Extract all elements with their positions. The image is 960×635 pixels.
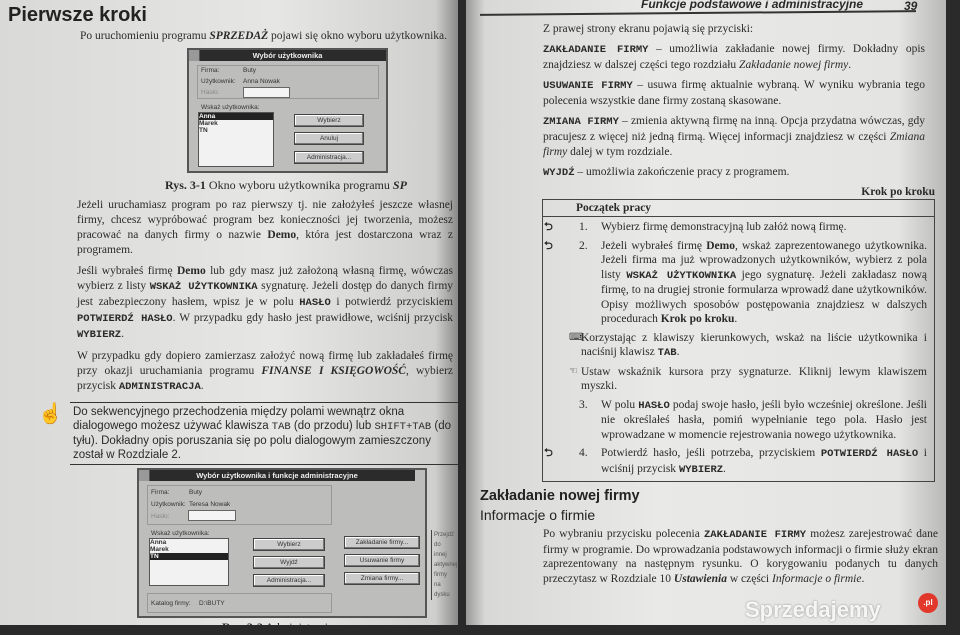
catalog-value: D:\BUTY [199,600,225,607]
password-input[interactable] [243,87,290,98]
arrow-icon: ⮌ [544,239,553,252]
list-label: Wskaż użytkownika: [151,530,210,537]
note-text: Do sekwencyjnego przechodzenia między polami wewnątrz okna dialogowego możesz używać klawisza TAB (do przodu) lub SHIFT+TAB (do tyłu). Dokładny opis poruszania się po polu dialogowym zamieszczony został w Rozdziale 2. [73,406,451,461]
page-number: 39 [904,0,918,13]
firma-value: Buty [243,67,257,74]
user-label: Użytkownik: [201,78,236,85]
heading-company-info: Informacje o firmie [480,507,596,523]
step-1: ⮌ 1. Wybierz firmę demonstracyjną lub załóż nową firmę. [544,221,847,233]
step-box [542,199,935,482]
figure1 [0,48,458,176]
exit-button[interactable]: Wyjdź [253,556,325,569]
mouse-tip: ☜ Ustaw wskaźnik kursora przy sygnaturze. Kliknij lewym klawiszem myszki. [569,365,927,392]
password-input[interactable] [188,510,236,521]
list-item[interactable]: Anna [150,539,167,546]
mouse-pointer-icon: ☜ [569,365,578,377]
figure1-caption: Rys. 3-1 Okno wyboru użytkownika programu SP [165,178,407,192]
list-label: Wskaż użytkownika: [201,104,260,111]
figure2-caption: Rys. 3-2 Administracja. [222,620,337,634]
item-zakladanie: ZAKŁADANIE FIRMY – umożliwia zakładanie nowej firmy. Dokładny opis znajdziesz w dalszej części tego rozdziału Zakładanie nowej firmy. [543,43,925,71]
user-label: Użytkownik: [151,501,186,508]
delete-company-button[interactable]: Usuwanie firmy [344,554,420,567]
box-label: Krok po kroku [861,186,935,198]
figure1-dialog [187,48,388,173]
arrow-icon: ⮌ [544,447,553,459]
administration-button[interactable]: Administracja... [294,151,364,164]
paragraph-3: W przypadku gdy dopiero zamierzasz założyć nową firmę lub zakładałeś firmę przy okazji uruchamiania programu FINANSE I KSIĘGOWOŚĆ, wybierz przycisk ADMINISTRACJA. [77,350,454,393]
figure2 [0,468,458,618]
select-button[interactable]: Wybierz [294,114,364,127]
keyboard-icon: ⌨ [569,331,584,343]
right-intro: Z prawej strony ekranu pojawią się przyciski: ZAKŁADANIE FIRMY – umożliwia zakładanie nowej firmy. Dokładny opis znajdziesz w dalszej części tego rozdziału Zakładanie nowej firmy. USUWANIE FIRMY – usuwa firmę aktualnie wybraną. W wyniku wybrania tego polecenia wszystkie dane firmy zostaną skasowane. ZMIANA FIRMY – zmienia aktywną firmę na inną. Opcja przydatna wówczas, gdy pracujesz z więcej niż jedną firmą. Więcej informacji znajdziesz w części Zmiana firmy dalej w tym rozdziale. WYJDŹ – umożliwia zakończenie pracy z programem. [543,23,925,179]
left-page [0,0,458,634]
cancel-button[interactable]: Anuluj [294,132,364,145]
list-item[interactable]: Marek [150,546,169,553]
heading-new-company: Zakładanie nowej firmy [480,488,640,504]
catalog-label: Katalog firmy: [151,600,191,607]
administration-button[interactable]: Administracja... [253,574,325,587]
item-zmiana: ZMIANA FIRMY – zmienia aktywną firmę na inną. Opcja przydatna wówczas, gdy pracujesz z więcej niż jedną firmą. Więcej informacji znajdziesz w części Zmiana firmy dalej w tym rozdziale. [543,115,925,158]
paragraph-2: Jeśli wybrałeś firmę Demo lub gdy masz już założoną własną firmę, wówczas wybierz z listy WSKAŻ UŻYTKOWNIKA sygnaturę. Jeżeli dostęp do danych firmy jest zabezpieczony hasłem, wpisz je w polu HASŁO i potwierdź przyciskiem POTWIERDŹ HASŁO. W przypadku gdy hasło jest prawidłowe, wciśnij przycisk WYBIERZ. [77,265,454,341]
system-menu-icon [189,50,200,61]
create-company-button[interactable]: Zakładanie firmy... [344,536,420,549]
system-menu-icon [139,470,150,481]
figure2-callout: Przejdź do innej aktywnej firmy na dysku [431,530,455,600]
step-2: ⮌ 2. Jeżeli wybrałeś firmę Demo, wskaż zaprezentowanego użytkownika. Jeżeli firma ma już wprowadzonych użytkowników, wybierz z pola listy WSKAŻ UŻYTKOWNIKA jego sygnaturę. Jeżeli zakładasz nową firmę, to na drugiej stronie formularza wprowadź dane użytkowników. Opisy możliwych sposobów postępowania znajdziesz w dalszych procedurach Krok po kroku. [544,239,927,325]
pointing-hand-icon: ☝ [38,403,63,425]
firma-label: Firma: [151,489,170,496]
user-list[interactable] [149,538,229,586]
password-label: Hasło: [201,89,220,96]
user-value: Teresa Nowak [189,501,231,508]
user-value: Anna Nowak [243,78,280,85]
firma-value: Buty [189,489,203,496]
list-item[interactable]: TN [199,127,208,134]
dialog-title: Wybór użytkownika [252,51,323,60]
keyboard-tip: ⌨ Korzystając z klawiszy kierunkowych, wskaż na liście użytkownika i naciśnij klawisz TAB. [569,331,927,359]
item-wyjdz: WYJDŹ – umożliwia zakończenie pracy z programem. [543,166,790,179]
box-title: Początek pracy [543,200,934,217]
firma-label: Firma: [201,67,220,74]
select-button[interactable]: Wybierz [253,538,325,551]
running-header: Funkcje podstawowe i administracyjne [641,0,864,11]
watermark-badge: .pl [918,593,938,613]
intro-text: Po uruchomieniu programu SPRZEDAŻ pojawi się okno wyboru użytkownika. [80,30,448,42]
list-item[interactable]: TN [150,553,228,560]
user-list[interactable] [198,112,274,167]
list-item[interactable]: Marek [199,120,218,127]
password-label: Hasło: [151,513,170,520]
figure2-dialog [137,468,427,618]
final-paragraph: Po wybraniu przycisku polecenia ZAKŁADANIE FIRMY możesz zarejestrować dane firmy w programie. Do wprowadzania podstawowych informacji o firmie służy ekran zaprezentowany na następnym rysunku. O korygowaniu podanych tu danych przeczytasz w Rozdziale 10 Ustawienia w części Informacje o firmie. [543,528,938,585]
watermark-logo: Sprzedajemy [745,597,881,622]
change-company-button[interactable]: Zmiana firmy... [344,572,420,585]
list-item[interactable]: Anna [199,113,273,120]
item-usuwanie: USUWANIE FIRMY – usuwa firmę aktualnie wybraną. W wyniku wybrania tego polecenia wszystkie dane firmy zostaną skasowane. [543,79,925,107]
step-3: 3. W polu HASŁO podaj swoje hasło, jeśli było wcześniej określone. Jeśli nie określałeś hasła, pomiń wypełnianie tego pola. Hasło jest wprowadzane w momencie rejestrowania nowego użytkownika. [579,398,928,441]
note-box [38,402,458,465]
section-title: Pierwsze kroki [8,4,147,26]
dialog-title: Wybór użytkownika i funkcje administracyjne [196,471,358,480]
step-4: ⮌ 4. Potwierdź hasło, jeśli potrzeba, przyciskiem POTWIERDŹ HASŁO i wciśnij przycisk WYBIERZ. [544,447,928,476]
paragraph-1: Jeżeli uruchamiasz program po raz pierwszy tj. nie założyłeś jeszcze własnej firmy, chcesz wypróbować program bez konieczności jej tworzenia, możesz pracować na danych firmy o nazwie Demo, która jest dostarczona wraz z programem. [77,199,453,256]
right-page [466,0,946,625]
arrow-icon: ⮌ [544,221,553,233]
